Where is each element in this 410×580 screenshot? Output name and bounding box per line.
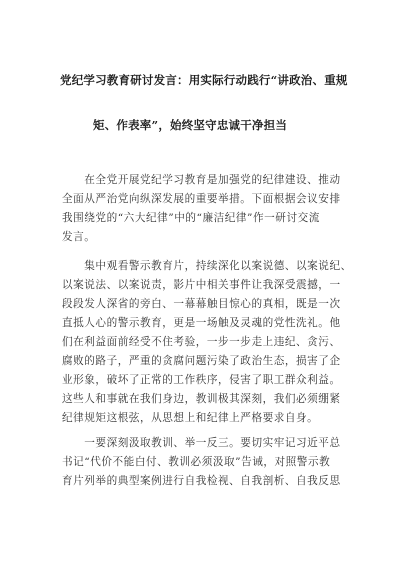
paragraph-3-line-1: 一要深刻汲取教训、举一反三。要切实牢记习近平总 (62, 437, 341, 449)
paragraph-2-line-4: 直抵人心的警示教育，更是一场触及灵魂的党性洗礼。他 (62, 317, 341, 329)
paragraph-3-line-2: 书记“代价不能白付、教训必须汲取”告诫，对照警示教 (62, 456, 331, 468)
paragraph-2-line-3: 段段发人深省的旁白、一幕幕触目惊心的真相，既是一次 (62, 298, 341, 310)
document-title-line-2: 矩、作表率”，始终坚守忠诚干净担当 (93, 118, 288, 132)
paragraph-3-line-3: 育片列举的典型案例进行自我检视、自我剖析、自我反思 (62, 475, 341, 487)
paragraph-1-line-2: 全面从严治党向纵深发展的重要举措。下面根据会议安排 (62, 193, 341, 205)
paragraph-2-line-5: 们在利益面前经受不住考验，一步一步走上违纪、贪污、 (62, 336, 341, 348)
paragraph-1-line-4: 发言。 (62, 231, 96, 243)
paragraph-1-line-1: 在全党开展党纪学习教育是加强党的纪律建设、推动 (62, 174, 341, 186)
paragraph-2-line-7: 业形象，破坏了正常的工作秩序，侵害了职工群众利益。 (62, 374, 341, 386)
paragraph-2-line-8: 这些人和事就在我们身边，教训极其深刻，我们必须绷紧 (62, 393, 341, 405)
paragraph-2-line-6: 腐败的路子，严重的贪腐问题污染了政治生态，损害了企 (62, 355, 341, 367)
paragraph-2-line-9: 纪律规矩这根弦，从思想上和纪律上严格要求自身。 (62, 412, 319, 424)
paragraph-2-line-1: 集中观看警示教育片，持续深化以案说德、以案说纪、 (62, 260, 352, 272)
paragraph-2-line-2: 以案说法、以案说责，影片中相关事件让我深受震撼，一 (62, 279, 341, 291)
document-title-line-1: 党纪学习教育研讨发言：用实际行动践行“讲政治、重规 (60, 73, 348, 87)
paragraph-1-line-3: 我围绕党的“六大纪律”中的“廉洁纪律”作一研讨交流 (62, 212, 320, 224)
